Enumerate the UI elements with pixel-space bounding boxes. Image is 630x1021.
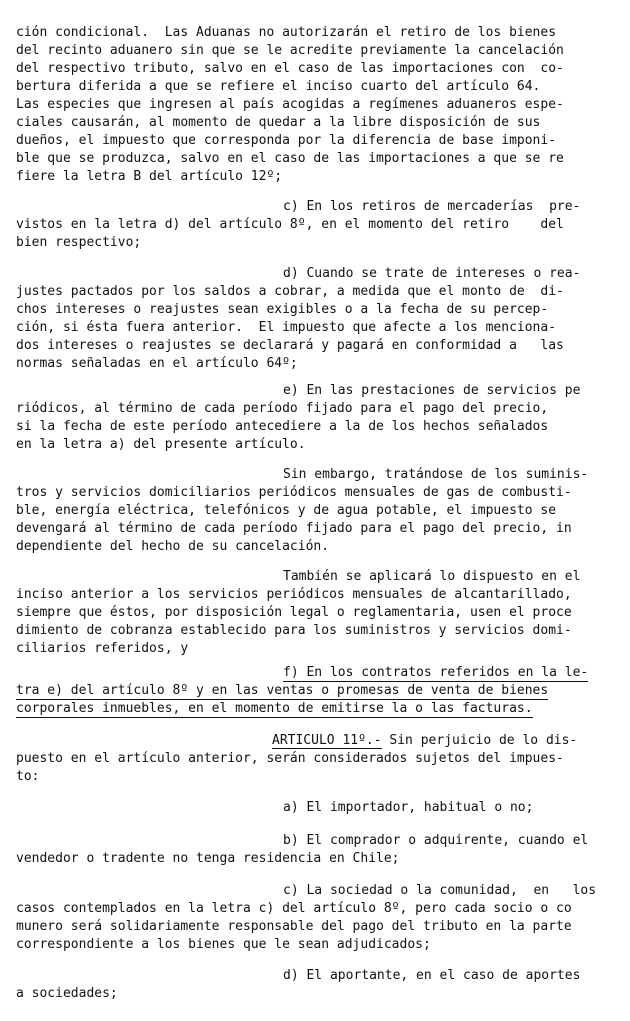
text-line: dos intereses o reajustes se declarará y pagará en conformidad a las [16, 338, 564, 353]
text-line: c) En los retiros de mercaderías pre- [283, 199, 581, 214]
text-line: casos contemplados en la letra c) del artículo 8º, pero cada socio o co [16, 901, 572, 916]
text-line: a) El importador, habitual o no; [283, 800, 534, 815]
text-line-underlined: f) En los contratos referidos en la le- [283, 664, 588, 682]
text-line: chos intereses o reajustes sean exigibles o a la fecha de su percep- [16, 302, 549, 317]
text-line: correspondiente a los bienes que le sean adjudicados; [16, 937, 431, 952]
text-line: Las especies que ingresen al país acogidas a regímenes aduaneros espe- [16, 97, 564, 112]
text-line-underlined: corporales inmuebles, en el momento de emitirse la o las facturas. [16, 700, 533, 718]
text-line: to: [16, 769, 40, 784]
text-line: a sociedades; [16, 986, 118, 1001]
text-line: devengará al término de cada período fijado para el pago del precio, in [16, 521, 572, 536]
text-line: vistos en la letra d) del artículo 8º, en el momento del retiro del [16, 217, 564, 232]
text-line: e) En las prestaciones de servicios pe [283, 383, 581, 398]
text-line: vendedor o tradente no tenga residencia en Chile; [16, 851, 400, 866]
text-line: tros y servicios domiciliarios periódicos mensuales de gas de combusti- [16, 485, 572, 500]
text-line: justes pactados por los saldos a cobrar, a medida que el monto de di- [16, 284, 564, 299]
article-line [272, 732, 577, 749]
text-line: del recinto aduanero sin que se le acredite previamente la cancelación [16, 43, 564, 58]
text-line-underlined: tra e) del artículo 8º y en las ventas o promesas de venta de bienes [16, 682, 548, 700]
text-line: siempre que éstos, por disposición legal o reglamentaria, usen el proce [16, 605, 572, 620]
text-line: ciliarios referidos, y [16, 641, 189, 656]
text-line: dependiente del hecho de su cancelación. [16, 539, 330, 554]
text-line: También se aplicará lo dispuesto en el [283, 569, 581, 584]
text-line: riódicos, al término de cada período fijado para el pago del precio, [16, 401, 549, 416]
text-line: en la letra a) del presente artículo. [16, 437, 306, 452]
text-line: dueños, el impuesto que corresponda por la diferencia de base imponi- [16, 133, 557, 148]
text-line: normas señaladas en el artículo 64º; [16, 356, 298, 371]
text-line: d) El aportante, en el caso de aportes [283, 968, 581, 983]
text-line: ción, si ésta fuera anterior. El impuesto que afecte a los menciona- [16, 320, 557, 335]
article-heading: ARTICULO 11º.- [272, 733, 382, 748]
text-line: ciales causarán, al momento de quedar a la libre disposición de sus [16, 115, 541, 130]
text-line: Sin embargo, tratándose de los suminis- [283, 467, 589, 482]
text-line: inciso anterior a los servicios periódicos mensuales de alcantarillado, [16, 587, 572, 602]
article-text: Sin perjuicio de lo dis- [381, 733, 578, 748]
text-line: del respectivo tributo, salvo en el caso de las importaciones con co- [16, 61, 564, 76]
text-line: ble que se produzca, salvo en el caso de las importaciones a que se re [16, 151, 564, 166]
text-line: c) La sociedad o la comunidad, en los [283, 883, 597, 898]
text-line: fiere la letra B del artículo 12º; [16, 169, 283, 184]
text-line: si la fecha de este período antecediere a la de los hechos señalados [16, 419, 549, 434]
text-line: ción condicional. Las Aduanas no autorizarán el retiro de los bienes [16, 25, 557, 40]
text-line: d) Cuando se trate de intereses o rea- [283, 266, 581, 281]
text-line: puesto en el artículo anterior, serán considerados sujetos del impues- [16, 751, 564, 766]
text-line: bertura diferida a que se refiere el inciso cuarto del artículo 64. [16, 79, 541, 94]
text-line: bien respectivo; [16, 235, 142, 250]
text-line: b) El comprador o adquirente, cuando el [283, 833, 589, 848]
text-line: munero será solidariamente responsable del pago del tributo en la parte [16, 919, 572, 934]
text-line: dimiento de cobranza establecido para los suministros y servicios domi- [16, 623, 572, 638]
text-line: ble, energía eléctrica, telefónicos y de agua potable, el impuesto se [16, 503, 557, 518]
